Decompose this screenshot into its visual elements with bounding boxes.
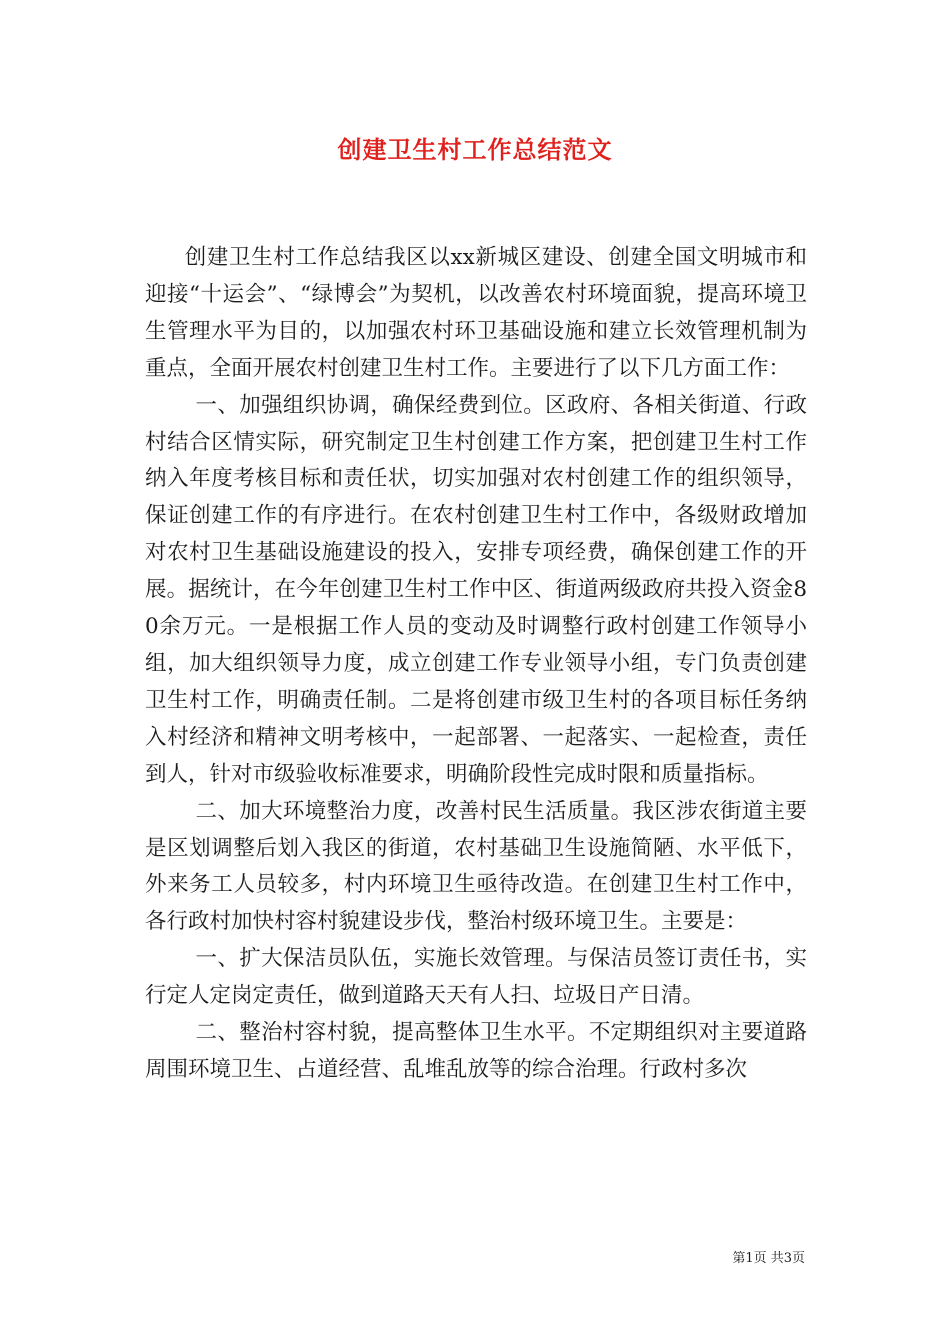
paragraph-item-1: 一、扩大保洁员队伍，实施长效管理。与保洁员签订责任书，实行定人定岗定责任，做到道路天天有人扫、垃圾日产日清。	[145, 946, 807, 1009]
document-body	[145, 240, 807, 1089]
page-number-footer: 第1页 共3页	[732, 1251, 805, 1266]
document-title: 创建卫生村工作总结范文	[337, 135, 613, 164]
paragraph-section-2: 二、加大环境整治力度，改善村民生活质量。我区涉农街道主要是区划调整后划入我区的街道，农村基础卫生设施简陋、水平低下，外来务工人员较多，村内环境卫生亟待改造。在创建卫生村工作中，各行政村加快村容村貌建设步伐，整治村级环境卫生。主要是：	[145, 798, 807, 935]
paragraph-item-2: 二、整治村容村貌，提高整体卫生水平。不定期组织对主要道路周围环境卫生、占道经营、乱堆乱放等的综合治理。行政村多次	[145, 1020, 807, 1082]
paragraph-intro: 创建卫生村工作总结我区以xx新城区建设、创建全国文明城市和迎接“十运会”、“绿博会”为契机，以改善农村环境面貌，提高环境卫生管理水平为目的，以加强农村环卫基础设施和建立长效管理机制为重点，全面开展农村创建卫生村工作。主要进行了以下几方面工作：	[145, 245, 807, 381]
paragraph-section-1: 一、加强组织协调，确保经费到位。区政府、各相关街道、行政村结合区情实际，研究制定卫生村创建工作方案，把创建卫生村工作纳入年度考核目标和责任状，切实加强对农村创建工作的组织领导，保证创建工作的有序进行。在农村创建卫生村工作中，各级财政增加对农村卫生基础设施建设的投入，安排专项经费，确保创建工作的开展。据统计，在今年创建卫生村工作中区、街道两级政府共投入资金80余万元。一是根据工作人员的变动及时调整行政村创建工作领导小组，加大组织领导力度，成立创建工作专业领导小组，专门负责创建卫生村工作，明确责任制。二是将创建市级卫生村的各项目标任务纳入村经济和精神文明考核中，一起部署、一起落实、一起检查，责任到人，针对市级验收标准要求，明确阶段性完成时限和质量指标。	[145, 392, 807, 787]
